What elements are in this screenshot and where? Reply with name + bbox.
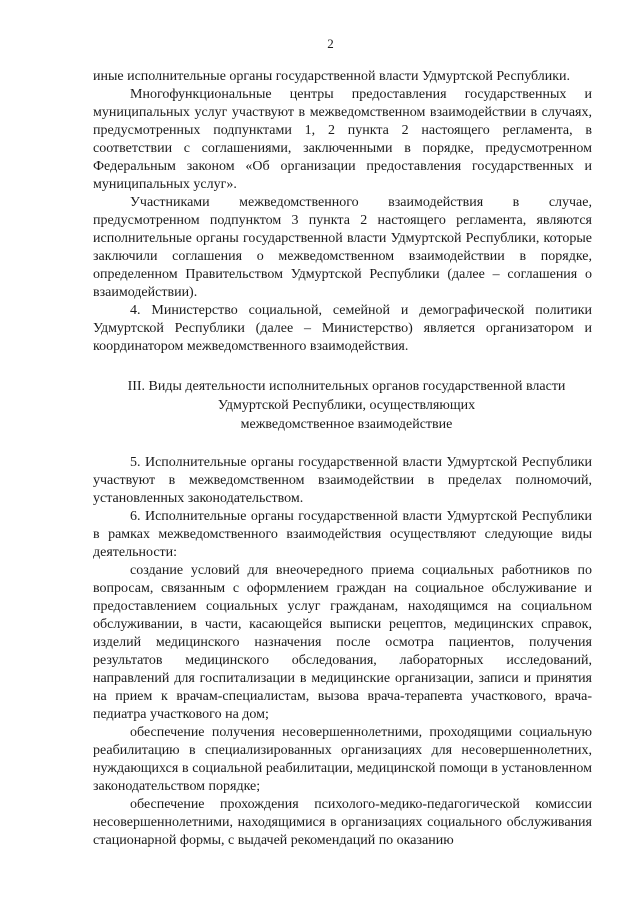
paragraph-participants: Участниками межведомственного взаимодействия в случае, предусмотренном подпунктом 3 пункта 2 настоящего регламента, являются исполнительные органы государственной власти Удмуртской Республики, которые заключили соглашения о межведомственном взаимодействии в порядке, определенном Правительством Удмуртской Республики (далее – соглашения о взаимодействии).	[93, 195, 592, 300]
section-heading-line: III. Виды деятельности исполнительных органов государственной власти	[127, 379, 566, 394]
paragraph-item-6: 6. Исполнительные органы государственной власти Удмуртской Республики в рамках межведомственного взаимодействия осуществляют следующие виды деятельности:	[93, 509, 592, 560]
paragraph-mfc-participation: Многофункциональные центры предоставления государственных и муниципальных услуг участвуют в межведомственном взаимодействии в случаях, предусмотренных подпунктами 1, 2 пункта 2 настоящего регламента, в соответствии с соглашениями, заключенными в порядке, предусмотренном Федеральным законом «Об организации предоставления государственных и муниципальных услуг».	[93, 87, 592, 192]
paragraph-item-5: 5. Исполнительные органы государственной власти Удмуртской Республики участвуют в межведомственном взаимодействии в пределах полномочий, установленных законодательством.	[93, 455, 592, 506]
paragraph-continuation: иные исполнительные органы государственной власти Удмуртской Республики.	[93, 69, 571, 84]
section-heading-line: межведомственное взаимодействие	[240, 417, 453, 432]
section-heading	[93, 377, 592, 434]
paragraph-ministry-organizer: 4. Министерство социальной, семейной и демографической политики Удмуртской Республики (далее – Министерство) является организатором и координатором межведомственного взаимодействия.	[93, 303, 592, 354]
paragraph-activity-commission: обеспечение прохождения психолого-медико-педагогической комиссии несовершеннолетними, находящимися в организациях социального обслуживания стационарной формы, с выдачей рекомендаций по оказанию	[93, 797, 592, 848]
section-heading-line: Удмуртской Республики, осуществляющих	[217, 398, 476, 413]
paragraph-activity-medical-help: обеспечение получения несовершеннолетними, проходящими социальную реабилитацию в специализированных организациях для несовершеннолетних, нуждающихся в социальной реабилитации, медицинской помощи в установленном законодательством порядке;	[93, 725, 592, 794]
paragraph-activity-reception: создание условий для внеочередного приема социальных работников по вопросам, связанным с оформлением граждан на социальное обслуживание и предоставлением социальных услуг гражданам, находящимся на социальном обслуживании, в части, касающейся выписки рецептов, медицинских справок, изделий медицинского назначения после осмотра пациентов, получения результатов медицинского обследования, лабораторных исследований, направлений для госпитализации в медицинские организации, записи и принятия на прием к врачам-специалистам, вызова врача-терапевта участкового, врача-педиатра участкового на дом;	[93, 563, 592, 722]
page-number: 2	[327, 36, 334, 51]
